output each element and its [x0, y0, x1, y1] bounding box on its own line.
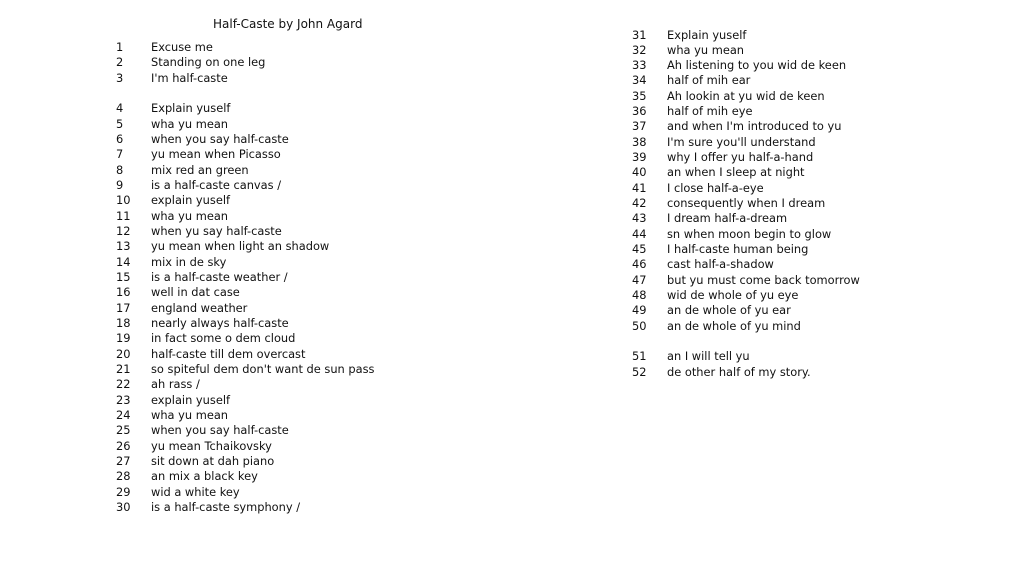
line-text: when you say half-caste: [151, 131, 289, 146]
line-number: 3: [116, 70, 124, 85]
line-text: explain yuself: [151, 193, 231, 208]
line-number: 8: [116, 162, 124, 177]
line-text: is a half-caste canvas /: [151, 177, 282, 192]
line-text: ah rass /: [151, 377, 200, 392]
line-text: in fact some o dem cloud: [151, 331, 296, 346]
line-text: yu mean when light an shadow: [151, 239, 330, 254]
line-text: wha yu mean: [151, 208, 229, 223]
line-number: 32: [632, 42, 647, 57]
line-number: 29: [116, 484, 131, 499]
line-number: 51: [632, 349, 647, 364]
line-number: 16: [116, 285, 131, 300]
line-number: 11: [116, 208, 131, 223]
line-number: 15: [116, 269, 131, 284]
line-number: 43: [632, 211, 647, 226]
line-text: but yu must come back tomorrow: [667, 272, 860, 287]
line-number: 39: [632, 150, 647, 165]
line-number: 44: [632, 226, 647, 241]
line-text: mix in de sky: [151, 254, 227, 269]
line-text: Excuse me: [151, 40, 213, 54]
line-text: consequently when I dream: [667, 196, 826, 211]
line-number: 50: [632, 318, 647, 333]
line-text: an de whole of yu ear: [667, 303, 791, 318]
line-number: 19: [116, 331, 131, 346]
line-number: 7: [116, 147, 124, 162]
line-number: 46: [632, 257, 647, 272]
line-number: 18: [116, 315, 131, 330]
line-number: 26: [116, 438, 131, 453]
line-number: 41: [632, 180, 647, 195]
line-number: 31: [632, 27, 647, 42]
line-text: Explain yuself: [667, 27, 747, 42]
line-text: I close half-a-eye: [667, 180, 764, 195]
line-number: 10: [116, 193, 131, 208]
line-text: when you say half-caste: [151, 423, 289, 438]
line-number: 27: [116, 453, 131, 468]
line-number: 22: [116, 377, 131, 392]
line-text: wha yu mean: [667, 42, 745, 57]
line-number: 24: [116, 407, 131, 422]
line-number: 52: [632, 364, 647, 379]
line-number: 34: [632, 73, 647, 88]
line-text: Standing on one leg: [151, 55, 266, 70]
line-text: an de whole of yu mind: [667, 318, 801, 333]
line-text: england weather: [151, 300, 248, 315]
line-text: I dream half-a-dream: [667, 211, 788, 226]
line-text: half of mih eye: [667, 104, 753, 119]
line-text: half of mih ear: [667, 73, 751, 88]
line-text: wha yu mean: [151, 407, 229, 422]
line-text: wid a white key: [151, 484, 240, 499]
line-text: is a half-caste symphony /: [151, 499, 301, 514]
line-text: why I offer yu half-a-hand: [667, 150, 814, 165]
line-text: nearly always half-caste: [151, 315, 289, 330]
line-number: 25: [116, 423, 131, 438]
line-number: 17: [116, 300, 131, 315]
line-number: 49: [632, 303, 647, 318]
line-text: so spiteful dem don't want de sun pass: [151, 361, 375, 376]
line-number: 2: [116, 55, 124, 70]
line-number: 33: [632, 58, 647, 73]
line-text: mix red an green: [151, 162, 249, 177]
line-text: yu mean Tchaikovsky: [151, 438, 272, 453]
line-text: cast half-a-shadow: [667, 257, 774, 272]
line-number: 14: [116, 254, 131, 269]
line-text: an I will tell yu: [667, 349, 750, 364]
poem-title: Half-Caste by John Agard: [213, 17, 363, 31]
line-text: I'm sure you'll understand: [667, 134, 816, 149]
line-number: 20: [116, 346, 131, 361]
line-text: an when I sleep at night: [667, 165, 805, 180]
line-text: explain yuself: [151, 392, 231, 407]
line-number: 28: [116, 469, 131, 484]
line-text: wha yu mean: [151, 116, 229, 131]
line-text: wid de whole of yu eye: [667, 288, 799, 303]
line-number: 42: [632, 196, 647, 211]
line-text: Ah lookin at yu wid de keen: [667, 88, 825, 103]
line-number: 5: [116, 116, 124, 131]
line-text: I'm half-caste: [151, 70, 228, 85]
line-text: Ah listening to you wid de keen: [667, 58, 847, 73]
line-number: 1: [116, 40, 124, 54]
line-text: and when I'm introduced to yu: [667, 119, 842, 134]
line-number: 6: [116, 131, 124, 146]
line-text: half-caste till dem overcast: [151, 346, 306, 361]
line-number: 12: [116, 223, 131, 238]
line-number: 45: [632, 242, 647, 257]
line-text: is a half-caste weather /: [151, 269, 288, 284]
line-text: well in dat case: [151, 285, 240, 300]
line-text: de other half of my story.: [667, 364, 811, 379]
line-text: yu mean when Picasso: [151, 147, 281, 162]
line-number: 30: [116, 499, 131, 514]
line-number: 23: [116, 392, 131, 407]
line-text: I half-caste human being: [667, 242, 809, 257]
line-number: 13: [116, 239, 131, 254]
line-number: 47: [632, 272, 647, 287]
line-number: 35: [632, 88, 647, 103]
line-text: sit down at dah piano: [151, 453, 275, 468]
line-number: 37: [632, 119, 647, 134]
line-text: sn when moon begin to glow: [667, 226, 832, 241]
line-number: 4: [116, 101, 124, 116]
line-text: an mix a black key: [151, 469, 258, 484]
line-number: 40: [632, 165, 647, 180]
line-text: when yu say half-caste: [151, 223, 282, 238]
line-text: Explain yuself: [151, 101, 231, 116]
line-number: 48: [632, 288, 647, 303]
line-number: 21: [116, 361, 131, 376]
line-number: 36: [632, 104, 647, 119]
line-number: 38: [632, 134, 647, 149]
line-number: 9: [116, 177, 124, 192]
